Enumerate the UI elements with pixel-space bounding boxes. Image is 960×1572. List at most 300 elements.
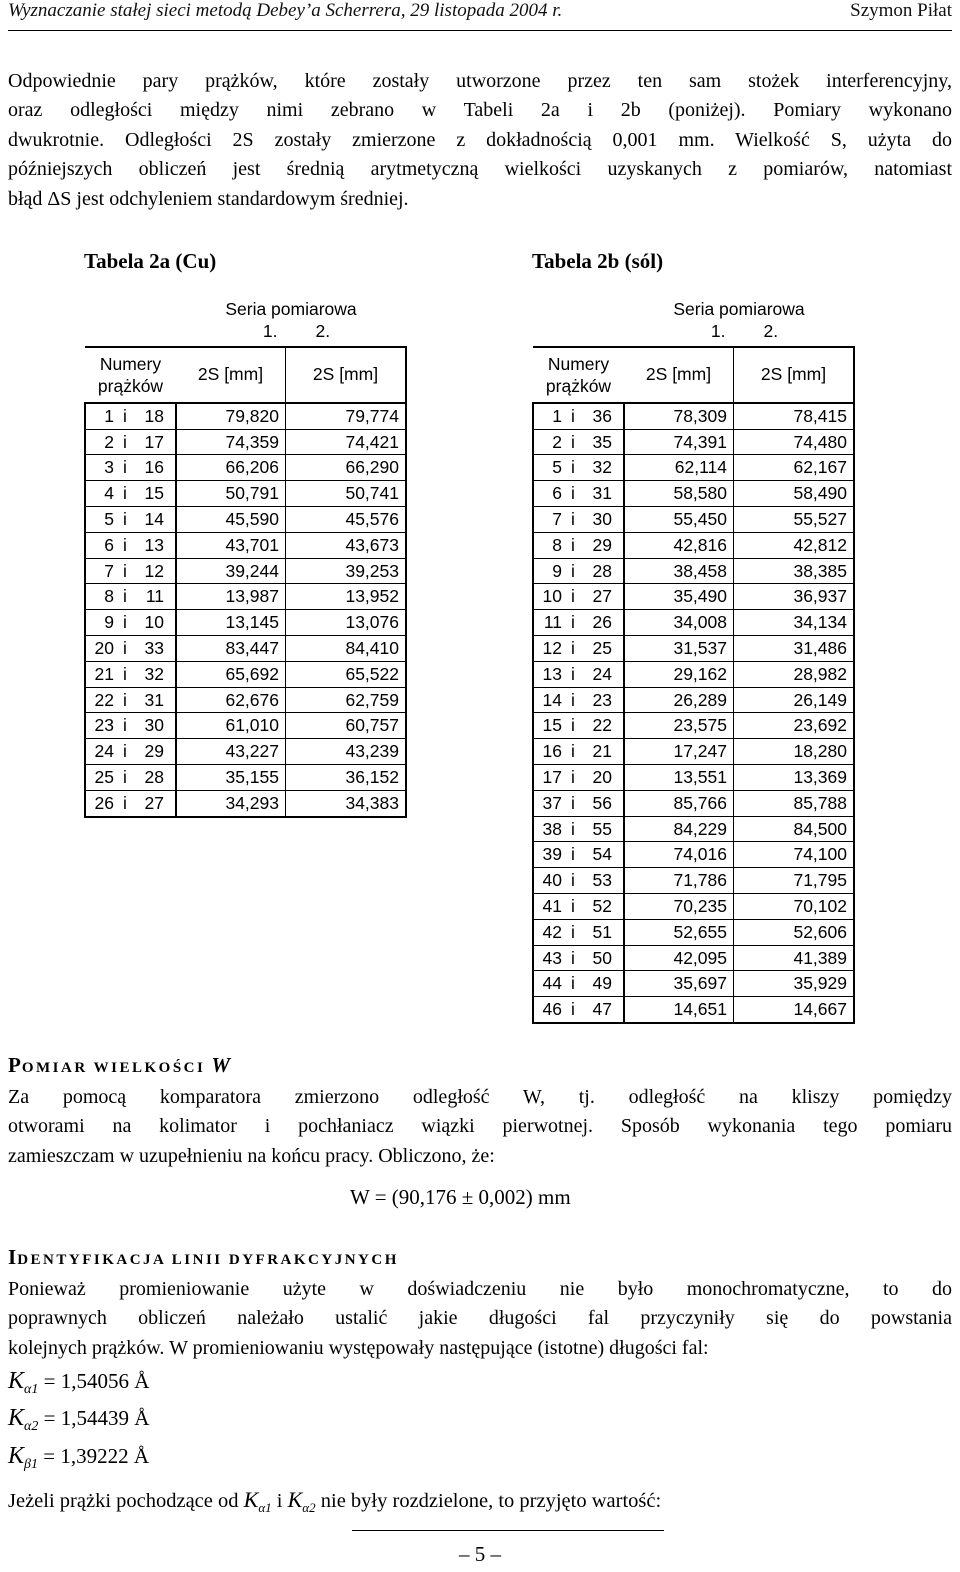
- measurement-cell: 62,759: [286, 687, 407, 713]
- fringe-first: 2: [552, 431, 562, 452]
- table-row: [533, 584, 854, 610]
- header-title: Wyznaczanie stałej sieci metodą Debey’a Scherrera, 29 listopada 2004 r.: [8, 0, 563, 21]
- ident-paragraph: [8, 1275, 952, 1363]
- fringe-second: 21: [592, 741, 612, 762]
- fringe-pair-cell: [85, 790, 176, 816]
- measurement-cell: 38,458: [624, 558, 734, 584]
- measurement-cell: 39,244: [176, 558, 286, 584]
- fringe-second: 28: [592, 560, 612, 581]
- fringe-pair-cell: [85, 558, 176, 584]
- fringe-and: i: [123, 612, 127, 633]
- fringe-pair-cell: [85, 687, 176, 713]
- measurement-cell: 65,522: [286, 661, 407, 687]
- table-row: [85, 713, 406, 739]
- measurement-cell: 43,701: [176, 532, 286, 558]
- fringe-second: 53: [592, 870, 612, 891]
- intro-line: dwukrotnie. Odległości 2S zostały zmierzone z dokładnością 0,001 mm. Wielkość S, użyta do: [8, 128, 952, 151]
- pomiar-line: otworami na kolimator i pochłaniacz wiązki pierwotnej. Sposób wykonania tego pomiaru: [8, 1115, 952, 1138]
- fringe-second: 22: [592, 715, 612, 736]
- measurement-cell: 34,383: [286, 790, 407, 816]
- measurement-cell: 35,929: [734, 971, 855, 997]
- header-blank-cell: [85, 295, 176, 320]
- heading-initial: I: [8, 1245, 18, 1269]
- table-row: [85, 687, 406, 713]
- fringe-pair-cell: [85, 532, 176, 558]
- fringe-pair-cell: [533, 971, 624, 997]
- table-row: [85, 403, 406, 429]
- fringe-pair-cell: [533, 635, 624, 661]
- fringe-pair-cell: [533, 429, 624, 455]
- measurement-cell: 79,820: [176, 403, 286, 429]
- table-row: [533, 532, 854, 558]
- fringe-and: i: [571, 715, 575, 736]
- fringe-second: 31: [144, 689, 164, 710]
- pomiar-line: Za pomocą komparatora zmierzono odległość W, tj. odległość na kliszy pomiędzy: [8, 1086, 952, 1108]
- fringe-first: 5: [104, 508, 114, 529]
- fringe-pair-cell: [533, 713, 624, 739]
- fringe-second: 25: [592, 637, 612, 658]
- fringe-and: i: [123, 457, 127, 478]
- fringe-and: i: [123, 741, 127, 762]
- measurement-cell: 66,206: [176, 455, 286, 481]
- fringe-pair-cell: [533, 997, 624, 1023]
- measurement-cell: 52,606: [734, 919, 855, 945]
- fringe-first: 7: [552, 508, 562, 529]
- series-header: Seria pomiarowa: [673, 298, 805, 319]
- fringe-pair-cell: [85, 635, 176, 661]
- fringe-pair-cell: [533, 558, 624, 584]
- num-header-line: Numery: [99, 353, 162, 374]
- measurement-cell: 23,692: [734, 713, 855, 739]
- measurement-cell: 35,490: [624, 584, 734, 610]
- fringe-second: 11: [145, 586, 164, 607]
- k-value: = 1,39222 Å: [43, 1444, 150, 1468]
- measurement-cell: 14,667: [734, 997, 855, 1023]
- fringe-first: 6: [552, 483, 562, 504]
- pomiar-line: zamieszczam w uzupełnieniu na końcu pracy. Obliczono, że:: [8, 1144, 495, 1167]
- measurement-cell: 70,235: [624, 893, 734, 919]
- measurement-cell: 62,676: [176, 687, 286, 713]
- fringe-pair-cell: [533, 661, 624, 687]
- header-row: [85, 295, 406, 320]
- measurement-cell: 83,447: [176, 635, 286, 661]
- fringe-second: 12: [144, 560, 164, 581]
- fringe-pair-cell: [85, 584, 176, 610]
- measurement-cell: 26,149: [734, 687, 855, 713]
- fringe-first: 10: [542, 586, 562, 607]
- fringe-second: 36: [592, 405, 612, 426]
- fringe-and: i: [571, 895, 575, 916]
- table-a: [84, 295, 407, 818]
- fringe-and: i: [123, 663, 127, 684]
- measurement-cell: 71,795: [734, 868, 855, 894]
- fringe-second: 27: [592, 586, 612, 607]
- header-author: Szymon Piłat: [850, 0, 952, 21]
- k-subscript: β1: [24, 1457, 38, 1473]
- measurement-cell: 41,389: [734, 945, 855, 971]
- measurement-cell: 38,385: [734, 558, 855, 584]
- table-row: [85, 661, 406, 687]
- num-header: [85, 347, 176, 403]
- wavelength-k-alpha2: [8, 1405, 149, 1435]
- measurement-cell: 74,016: [624, 842, 734, 868]
- num-header-line: prążków: [545, 375, 612, 396]
- fringe-second: 54: [592, 844, 612, 865]
- table-row: [533, 764, 854, 790]
- table-row: [85, 481, 406, 507]
- fringe-first: 38: [542, 818, 562, 839]
- page-number: – 5 –: [459, 1542, 501, 1566]
- fringe-and: i: [123, 792, 127, 813]
- table-row: [533, 610, 854, 636]
- fringe-first: 15: [542, 715, 562, 736]
- num-header-line: Numery: [547, 353, 610, 374]
- measurement-cell: 84,500: [734, 816, 855, 842]
- measurement-cell: 31,486: [734, 635, 855, 661]
- table-row: [533, 919, 854, 945]
- measurement-cell: 74,480: [734, 429, 855, 455]
- table-row: [85, 764, 406, 790]
- table-row: [533, 635, 854, 661]
- fringe-first: 5: [552, 457, 562, 478]
- fringe-second: 55: [592, 818, 612, 839]
- table-row: [533, 842, 854, 868]
- measurement-cell: 34,134: [734, 610, 855, 636]
- fringe-and: i: [123, 586, 127, 607]
- table-row: [533, 790, 854, 816]
- fringe-first: 13: [542, 663, 562, 684]
- table-row: [533, 506, 854, 532]
- k-symbol: K: [287, 1487, 303, 1512]
- fringe-pair-cell: [533, 868, 624, 894]
- measurement-cell: 18,280: [734, 739, 855, 765]
- fringe-and: i: [123, 689, 127, 710]
- ident-line: poprawnych obliczeń należało ustalić jakie długości fal przyczyniły się do powstania: [8, 1307, 952, 1330]
- fringe-second: 49: [592, 973, 612, 994]
- table-row: [85, 739, 406, 765]
- fringe-second: 24: [592, 663, 612, 684]
- table-b: [532, 295, 855, 1024]
- fringe-first: 41: [542, 895, 562, 916]
- fringe-pair-cell: [85, 429, 176, 455]
- header-row: [533, 320, 854, 347]
- fringe-first: 23: [94, 715, 114, 736]
- column-header: 2S [mm]: [624, 347, 734, 403]
- measurement-cell: 62,114: [624, 455, 734, 481]
- fringe-pair-cell: [85, 661, 176, 687]
- heading-rest: DENTYFIKACJA LINII DYFRAKCYJNYCH: [17, 1252, 399, 1268]
- fringe-first: 2: [104, 431, 114, 452]
- k-subscript: α1: [258, 1500, 272, 1516]
- measurement-cell: 61,010: [176, 713, 286, 739]
- table-row: [533, 816, 854, 842]
- fringe-first: 7: [104, 560, 114, 581]
- fringe-first: 11: [543, 612, 562, 633]
- wavelength-k-beta1: [8, 1443, 149, 1473]
- fringe-second: 51: [592, 921, 612, 942]
- table-row: [533, 481, 854, 507]
- fringe-pair-cell: [85, 739, 176, 765]
- fringe-second: 20: [592, 766, 612, 787]
- column-header: 2S [mm]: [176, 347, 286, 403]
- measurement-cell: 70,102: [734, 893, 855, 919]
- fringe-first: 1: [552, 405, 562, 426]
- num-header: [533, 347, 624, 403]
- measurement-cell: 79,774: [286, 403, 407, 429]
- intro-line: oraz odległości między nimi zebrano w Tabeli 2a i 2b (poniżej). Pomiary wykonano: [8, 99, 952, 122]
- fringe-and: i: [571, 534, 575, 555]
- measurement-cell: 78,309: [624, 403, 734, 429]
- fringe-first: 14: [542, 689, 562, 710]
- fringe-first: 37: [542, 792, 562, 813]
- page-header: [8, 0, 952, 31]
- measurement-cell: 43,673: [286, 532, 407, 558]
- measurement-cell: 74,359: [176, 429, 286, 455]
- column-header: 2S [mm]: [286, 347, 407, 403]
- table-row: [533, 893, 854, 919]
- table-row: [85, 584, 406, 610]
- measurement-cell: 13,987: [176, 584, 286, 610]
- k-symbol: K: [243, 1487, 259, 1512]
- table-row: [85, 455, 406, 481]
- fringe-pair-cell: [533, 687, 624, 713]
- table-row: [85, 506, 406, 532]
- measurement-cell: 55,527: [734, 506, 855, 532]
- fringe-first: 3: [104, 457, 114, 478]
- ident-line: kolejnych prążków. W promieniowaniu występowały następujące (istotne) długości fal:: [8, 1336, 709, 1359]
- series-number: 2.: [763, 320, 779, 341]
- fringe-second: 29: [592, 534, 612, 555]
- fringe-second: 35: [592, 431, 612, 452]
- series-header: Seria pomiarowa: [225, 298, 357, 319]
- series-number: 1.: [262, 320, 278, 341]
- table-row: [85, 429, 406, 455]
- fringe-first: 21: [94, 663, 114, 684]
- fringe-and: i: [571, 921, 575, 942]
- table-row: [533, 558, 854, 584]
- fringe-second: 56: [592, 792, 612, 813]
- intro-line: błąd ΔS jest odchyleniem standardowym średniej.: [8, 187, 409, 210]
- measurement-cell: 65,692: [176, 661, 286, 687]
- measurement-cell: 13,369: [734, 764, 855, 790]
- heading-initial: P: [8, 1053, 22, 1077]
- measurement-cell: 66,290: [286, 455, 407, 481]
- fringe-second: 31: [592, 483, 612, 504]
- measurement-cell: 36,937: [734, 584, 855, 610]
- fringe-pair-cell: [533, 532, 624, 558]
- k-value: = 1,54056 Å: [43, 1369, 150, 1393]
- fringe-second: 17: [144, 431, 164, 452]
- fringe-first: 42: [542, 921, 562, 942]
- fringe-and: i: [123, 715, 127, 736]
- measurement-cell: 43,239: [286, 739, 407, 765]
- measurement-cell: 45,590: [176, 506, 286, 532]
- measurement-cell: 74,421: [286, 429, 407, 455]
- table-row: [533, 945, 854, 971]
- section-heading-pomiar: [8, 1053, 231, 1078]
- fringe-second: 13: [144, 534, 164, 555]
- ident-line: Ponieważ promieniowanie użyte w doświadczeniu nie było monochromatyczne, to do: [8, 1278, 952, 1300]
- fringe-and: i: [571, 431, 575, 452]
- fringe-and: i: [123, 534, 127, 555]
- k-symbol: K: [8, 1368, 25, 1394]
- header-blank-cell: [85, 320, 176, 347]
- table-row: [533, 455, 854, 481]
- table-row: [533, 868, 854, 894]
- fringe-first: 46: [542, 999, 562, 1020]
- fringe-first: 25: [94, 766, 114, 787]
- fringe-and: i: [571, 405, 575, 426]
- closing-mid: i: [276, 1490, 283, 1512]
- table-row: [533, 687, 854, 713]
- measurement-cell: 85,766: [624, 790, 734, 816]
- heading-rest: OMIAR WIELKOŚCI: [21, 1060, 206, 1076]
- fringe-pair-cell: [533, 584, 624, 610]
- fringe-and: i: [571, 689, 575, 710]
- fringe-and: i: [123, 431, 127, 452]
- fringe-first: 9: [104, 612, 114, 633]
- column-header: 2S [mm]: [734, 347, 855, 403]
- measurement-cell: 78,415: [734, 403, 855, 429]
- series-number: 2.: [315, 320, 331, 341]
- measurement-cell: 42,095: [624, 945, 734, 971]
- header-blank-cell: [533, 295, 624, 320]
- intro-paragraph: [8, 67, 952, 214]
- fringe-pair-cell: [85, 764, 176, 790]
- fringe-second: 47: [592, 999, 612, 1020]
- fringe-and: i: [571, 973, 575, 994]
- table-row: [533, 971, 854, 997]
- measurement-cell: 29,162: [624, 661, 734, 687]
- fringe-and: i: [571, 741, 575, 762]
- table-row: [85, 558, 406, 584]
- fringe-second: 50: [592, 947, 612, 968]
- table-a-caption: Tabela 2a (Cu): [84, 249, 217, 273]
- wavelength-k-alpha1: [8, 1368, 149, 1398]
- measurement-cell: 52,655: [624, 919, 734, 945]
- measurement-cell: 31,537: [624, 635, 734, 661]
- fringe-pair-cell: [85, 713, 176, 739]
- fringe-second: 30: [144, 715, 164, 736]
- fringe-and: i: [123, 405, 127, 426]
- fringe-and: i: [571, 844, 575, 865]
- fringe-and: i: [571, 586, 575, 607]
- fringe-and: i: [571, 637, 575, 658]
- fringe-pair-cell: [85, 403, 176, 429]
- measurement-cell: 60,757: [286, 713, 407, 739]
- fringe-pair-cell: [533, 842, 624, 868]
- k-subscript: α2: [302, 1500, 316, 1516]
- fringe-pair-cell: [533, 455, 624, 481]
- column-header-row: [533, 347, 854, 403]
- measurement-cell: 23,575: [624, 713, 734, 739]
- k-symbol: K: [8, 1405, 25, 1431]
- fringe-second: 23: [592, 689, 612, 710]
- fringe-second: 27: [144, 792, 164, 813]
- formula-w: W = (90,176 ± 0,002) mm: [350, 1185, 571, 1209]
- k-subscript: α1: [24, 1382, 39, 1398]
- k-subscript: α2: [24, 1419, 39, 1435]
- fringe-second: 30: [592, 508, 612, 529]
- measurement-cell: 34,293: [176, 790, 286, 816]
- heading-variable: W: [211, 1053, 232, 1077]
- measurement-cell: 74,391: [624, 429, 734, 455]
- measurement-cell: 39,253: [286, 558, 407, 584]
- measurement-cell: 13,551: [624, 764, 734, 790]
- fringe-pair-cell: [533, 893, 624, 919]
- fringe-first: 43: [542, 947, 562, 968]
- fringe-and: i: [123, 637, 127, 658]
- measurement-cell: 36,152: [286, 764, 407, 790]
- num-header-line: prążków: [97, 375, 164, 396]
- fringe-second: 15: [144, 483, 164, 504]
- fringe-first: 17: [542, 766, 562, 787]
- fringe-first: 6: [104, 534, 114, 555]
- header-row: [533, 295, 854, 320]
- fringe-second: 14: [144, 508, 164, 529]
- fringe-and: i: [123, 508, 127, 529]
- table-row: [533, 661, 854, 687]
- fringe-first: 39: [542, 844, 562, 865]
- fringe-and: i: [571, 663, 575, 684]
- table-row: [85, 635, 406, 661]
- fringe-and: i: [571, 999, 575, 1020]
- intro-line: Odpowiednie pary prążków, które zostały utworzone przez ten sam stożek interferencyjny,: [8, 70, 952, 92]
- fringe-pair-cell: [533, 816, 624, 842]
- fringe-second: 16: [144, 457, 164, 478]
- fringe-second: 33: [144, 637, 164, 658]
- fringe-first: 24: [94, 741, 114, 762]
- fringe-first: 44: [542, 973, 562, 994]
- table-row: [533, 403, 854, 429]
- fringe-and: i: [571, 870, 575, 891]
- fringe-pair-cell: [85, 481, 176, 507]
- k-value: = 1,54439 Å: [43, 1406, 150, 1430]
- measurement-cell: 42,816: [624, 532, 734, 558]
- measurement-cell: 35,155: [176, 764, 286, 790]
- measurement-cell: 42,812: [734, 532, 855, 558]
- fringe-and: i: [571, 612, 575, 633]
- series-number: 1.: [710, 320, 726, 341]
- fringe-first: 1: [104, 405, 114, 426]
- fringe-first: 26: [94, 792, 114, 813]
- fringe-and: i: [571, 792, 575, 813]
- fringe-first: 20: [94, 637, 114, 658]
- measurement-cell: 50,741: [286, 481, 407, 507]
- fringe-first: 12: [542, 637, 562, 658]
- measurement-cell: 84,410: [286, 635, 407, 661]
- column-header-row: [85, 347, 406, 403]
- fringe-pair-cell: [533, 945, 624, 971]
- measurement-cell: 14,651: [624, 997, 734, 1023]
- footer-rule: [352, 1530, 664, 1531]
- fringe-and: i: [571, 818, 575, 839]
- fringe-pair-cell: [533, 506, 624, 532]
- table-row: [85, 610, 406, 636]
- pomiar-paragraph: [8, 1083, 952, 1171]
- fringe-pair-cell: [533, 739, 624, 765]
- measurement-cell: 13,952: [286, 584, 407, 610]
- measurement-cell: 71,786: [624, 868, 734, 894]
- closing-post: nie były rozdzielone, to przyjęto wartość:: [320, 1490, 662, 1512]
- fringe-and: i: [123, 766, 127, 787]
- fringe-first: 8: [104, 586, 114, 607]
- fringe-first: 9: [552, 560, 562, 581]
- intro-line: późniejszych obliczeń jest średnią arytmetyczną wielkości uzyskanych z pomiarów, natomiast: [8, 158, 952, 181]
- fringe-second: 10: [144, 612, 164, 633]
- fringe-pair-cell: [533, 790, 624, 816]
- table-row: [533, 429, 854, 455]
